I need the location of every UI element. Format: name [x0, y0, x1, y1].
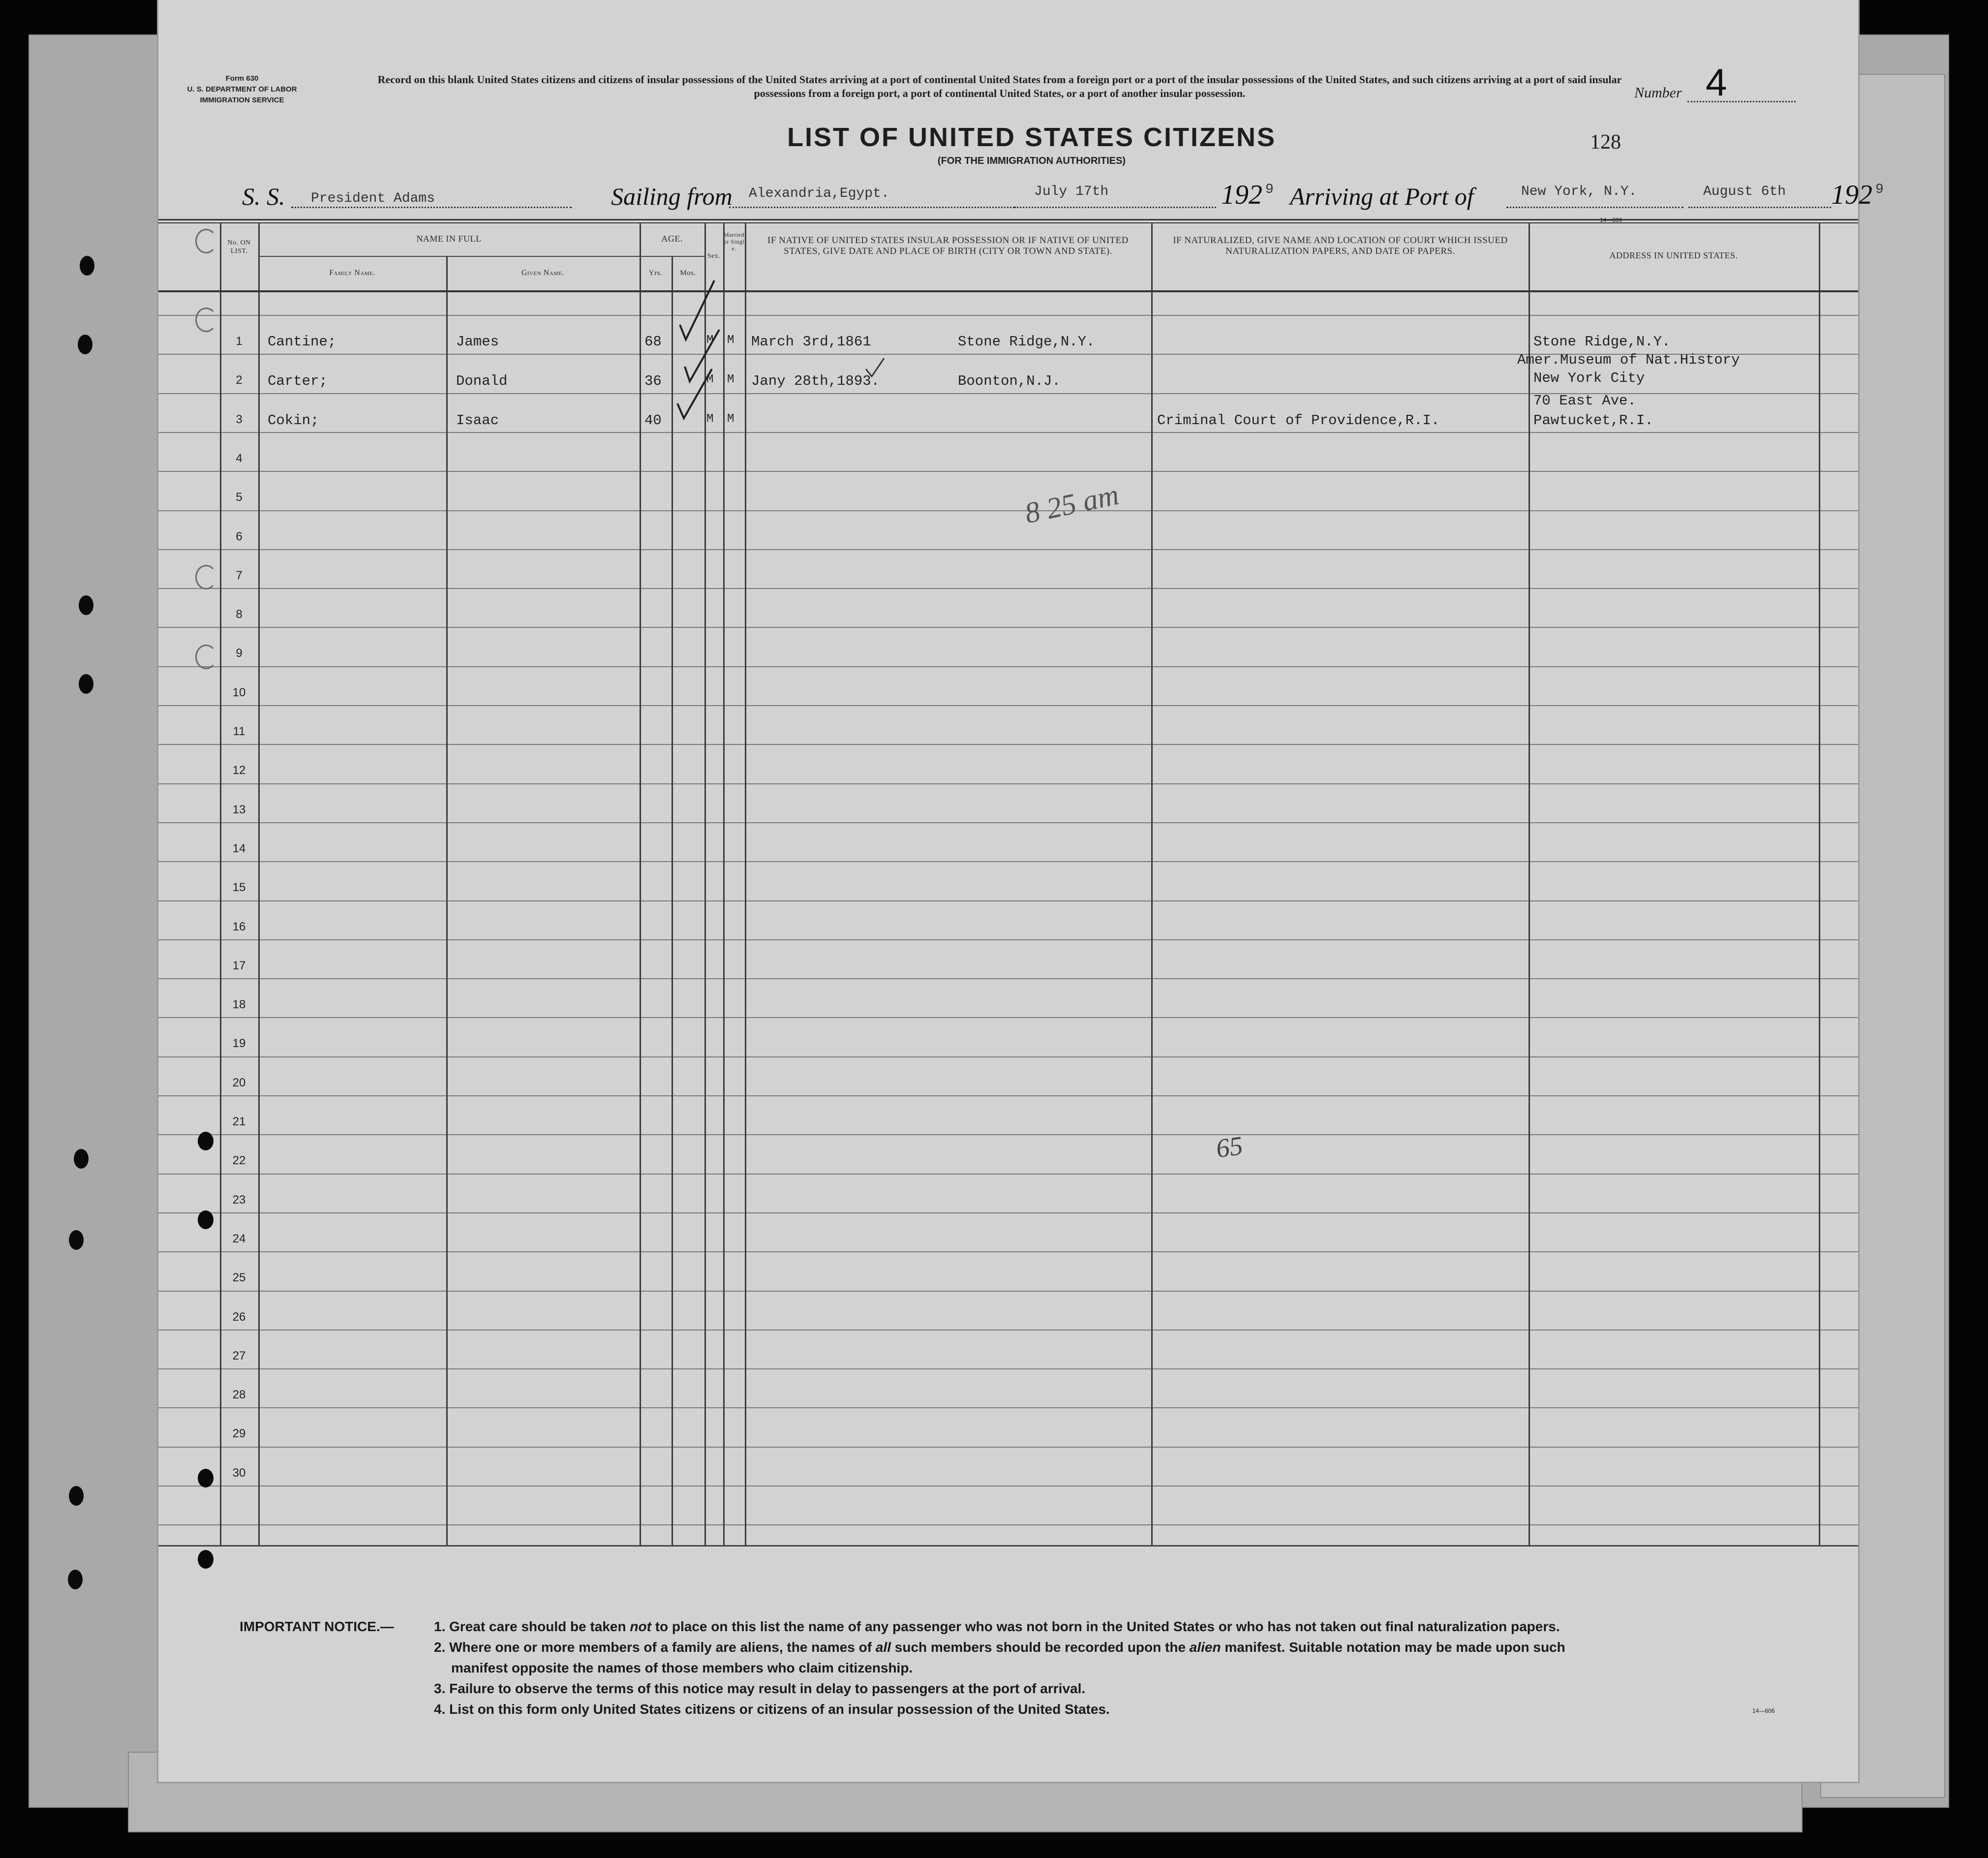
sex: M — [706, 373, 714, 386]
birth-date: March 3rd,1861 — [751, 334, 871, 350]
column-divider — [640, 222, 641, 1546]
page-subtitle: (FOR THE IMMIGRATION AUTHORITIES) — [937, 155, 1126, 166]
number-underline — [1687, 101, 1796, 102]
row-number: 20 — [232, 1076, 246, 1089]
notice-item-3: 3. Failure to observe the terms of this notice may result in delay to passengers at the port of arrival. — [434, 1681, 1086, 1696]
family-name: Cantine; — [268, 334, 336, 350]
time-annotation: 8 25 am — [1022, 478, 1122, 530]
sex: M — [706, 334, 714, 347]
row-number: 22 — [232, 1154, 246, 1168]
arrive-underline — [1688, 207, 1831, 208]
row-number: 15 — [232, 881, 246, 895]
row-rule — [158, 1251, 1858, 1252]
form-instructions: Record on this blank United States citizens and citizens of insular possessions of the United States arriving at a port of continental United States from a foreign port or a port of the insular possessions of the United States, and such citizens arriving at a port of said insular possessions from a foreign port, a port of continental United States, or a port of another insular possession. — [377, 73, 1622, 99]
column-divider — [672, 256, 673, 1545]
row-number: 29 — [232, 1427, 246, 1441]
header-no-on-list: No. ON LIST. — [227, 239, 251, 255]
table-bottom-border — [158, 1545, 1858, 1547]
row-number: 16 — [232, 920, 246, 933]
age-years: 40 — [644, 412, 662, 429]
row-number: 3 — [236, 412, 243, 426]
row-rule — [158, 549, 1858, 550]
row-number: 14 — [232, 841, 246, 855]
row-number: 17 — [232, 959, 246, 972]
year-prefix-2: 192 — [1831, 180, 1872, 210]
birth-place: Boonton,N.J. — [958, 373, 1061, 389]
row-number: 7 — [236, 568, 243, 582]
row-rule — [158, 432, 1858, 433]
row-number: 25 — [232, 1271, 246, 1285]
arrival-port: New York, N.Y. — [1521, 184, 1637, 199]
row-rule — [158, 627, 1858, 628]
header-age-yrs: Yrs. — [648, 269, 663, 277]
row-rule — [158, 939, 1858, 940]
ship-underline — [291, 207, 572, 208]
origin-underline — [729, 207, 1014, 208]
column-divider — [220, 222, 221, 1546]
row-number: 4 — [236, 451, 243, 465]
ss-label: S. S. — [242, 183, 285, 210]
binding-hole — [68, 1570, 83, 1589]
row-number: 19 — [232, 1037, 246, 1051]
origin-port: Alexandria,Egypt. — [749, 186, 889, 201]
notice-item-4: 4. List on this form only United States citizens or citizens of an insular possession of the United States. — [434, 1702, 1110, 1717]
column-divider — [258, 222, 260, 1546]
family-name: Cokin; — [268, 412, 319, 429]
service-name: IMMIGRATION SERVICE — [200, 96, 284, 104]
department-name: U. S. DEPARTMENT OF LABOR — [187, 85, 297, 93]
row-rule — [158, 783, 1858, 784]
row-rule — [158, 315, 1858, 316]
row-number: 23 — [232, 1193, 246, 1207]
address-line-1: Stone Ridge,N.Y. — [1533, 334, 1671, 350]
binding-ring — [195, 645, 217, 669]
row-rule — [158, 1095, 1858, 1096]
header-age: AGE. — [661, 234, 683, 244]
notice-item-1: 1. Great care should be taken not to place on this list the name of any passenger who was not born in the United States or who has not taken out final naturalization papers. — [434, 1619, 1560, 1634]
row-rule — [158, 1407, 1858, 1408]
row-number: 26 — [232, 1310, 246, 1324]
row-rule — [158, 1174, 1858, 1175]
check-marks — [670, 266, 749, 433]
column-divider — [1819, 222, 1820, 1546]
age-years: 68 — [644, 334, 662, 350]
header-married-single: Married or Single. — [723, 231, 745, 252]
row-rule — [158, 1291, 1858, 1292]
column-divider — [1151, 222, 1153, 1546]
depart-date: July 17th — [1034, 184, 1109, 199]
row-rule — [158, 861, 1858, 862]
row-rule — [158, 705, 1858, 706]
row-rule — [158, 1447, 1858, 1448]
header-naturalized: IF NATURALIZED, GIVE NAME AND LOCATION OF COURT WHICH ISSUED NATURALIZATION PAPERS, AND DATE OF PAPERS. — [1173, 235, 1508, 256]
form-number: Form 630 — [225, 74, 259, 83]
row-number: 6 — [236, 529, 243, 543]
address-line-2: Pawtucket,R.I. — [1533, 412, 1653, 429]
given-name: Donald — [456, 373, 508, 389]
birth-date: Jany 28th,1893. — [751, 373, 880, 389]
footer-mark: 14—606 — [1752, 1707, 1775, 1714]
manifest-sheet — [158, 0, 1884, 1782]
check-mark — [862, 354, 891, 384]
arrive-date: August 6th — [1703, 184, 1786, 199]
given-name: James — [456, 334, 499, 350]
row-number: 24 — [232, 1232, 246, 1245]
row-rule — [158, 744, 1858, 745]
row-rule — [158, 1056, 1858, 1057]
row-rule — [158, 978, 1858, 979]
binding-ring — [195, 565, 217, 589]
header-sex: Sex. — [707, 252, 721, 260]
sailing-label: Sailing from — [611, 183, 733, 210]
age-years: 36 — [644, 373, 662, 389]
notice-item-2: 2. Where one or more members of a family are aliens, the names of all such members should be recorded upon the alien manifest. Suitable notation may be made upon such — [434, 1640, 1565, 1655]
subheader-divider — [258, 256, 704, 257]
birth-place: Stone Ridge,N.Y. — [958, 334, 1095, 350]
row-number: 5 — [236, 491, 243, 504]
sex: M — [706, 412, 714, 426]
given-name: Isaac — [456, 412, 499, 429]
marital-status: M — [727, 373, 734, 386]
row-number: 13 — [232, 803, 246, 816]
row-number: 30 — [232, 1466, 246, 1480]
row-rule — [158, 1524, 1858, 1525]
row-number: 27 — [232, 1349, 246, 1363]
row-number: 10 — [232, 685, 246, 699]
arrival-port-underline — [1506, 207, 1683, 208]
row-rule — [158, 588, 1858, 589]
binding-hole — [69, 1230, 84, 1250]
notice-heading: IMPORTANT NOTICE.— — [240, 1619, 394, 1634]
row-rule — [158, 1017, 1858, 1018]
row-rule — [158, 510, 1858, 511]
binding-hole — [74, 1149, 89, 1169]
notice-item-2-continued: manifest opposite the names of those members who claim citizenship. — [451, 1660, 913, 1675]
header-name-in-full: NAME IN FULL — [416, 234, 482, 244]
binding-hole — [79, 674, 93, 694]
address-line-1: Amer.Museum of Nat.History — [1517, 352, 1740, 368]
row-rule — [158, 1134, 1858, 1135]
number-value: 4 — [1706, 61, 1727, 104]
binding-hole — [69, 1486, 84, 1506]
header-native-birth: IF NATIVE OF UNITED STATES INSULAR POSSESSION OR IF NATIVE OF UNITED STATES, GIVE DATE AND PLACE OF BIRTH (CITY OR TOWN AND STATE). — [767, 235, 1129, 256]
year-digit-1: 9 — [1265, 182, 1274, 197]
binding-hole — [198, 1469, 214, 1487]
address-line-2: New York City — [1533, 370, 1645, 386]
header-bottom-border — [158, 290, 1858, 292]
year-digit-2: 9 — [1875, 182, 1884, 197]
header-family-name: Family Name. — [329, 269, 375, 277]
binding-hole — [198, 1550, 214, 1569]
row-rule — [158, 666, 1858, 667]
row-rule — [158, 1330, 1858, 1331]
circled-number: 65 — [1214, 1130, 1245, 1164]
row-number: 18 — [232, 998, 246, 1012]
family-name: Carter; — [268, 373, 328, 389]
row-number: 12 — [232, 764, 246, 777]
row-number: 2 — [236, 373, 243, 387]
row-number: 11 — [233, 725, 245, 738]
page-stamp: 128 — [1590, 131, 1621, 154]
binding-ring — [195, 308, 217, 332]
row-number: 1 — [236, 335, 243, 348]
binding-hole — [79, 595, 93, 615]
header-address: ADDRESS IN UNITED STATES. — [1609, 250, 1738, 260]
printing-mark: 14—606 — [1600, 217, 1622, 223]
marital-status: M — [727, 412, 734, 426]
row-rule — [158, 822, 1858, 823]
column-divider — [446, 256, 448, 1545]
binding-hole — [198, 1210, 214, 1229]
address-line-1: 70 East Ave. — [1533, 393, 1636, 409]
marital-status: M — [727, 334, 734, 347]
row-rule — [158, 471, 1858, 472]
binding-ring — [195, 229, 217, 253]
ship-name: President Adams — [311, 191, 435, 206]
row-number: 21 — [232, 1115, 246, 1128]
column-divider — [1529, 222, 1530, 1546]
row-rule — [158, 1212, 1858, 1213]
binding-hole — [198, 1132, 214, 1150]
binding-hole — [78, 335, 92, 354]
year-prefix-1: 192 — [1221, 180, 1262, 210]
arriving-label: Arriving at Port of — [1290, 183, 1474, 210]
page-title: LIST OF UNITED STATES CITIZENS — [787, 123, 1276, 152]
row-rule — [158, 900, 1858, 901]
row-number: 8 — [236, 608, 243, 621]
header-given-name: Given Name. — [521, 269, 565, 277]
depart-underline — [1014, 207, 1216, 208]
row-number: 9 — [236, 647, 243, 660]
naturalization-court: Criminal Court of Providence,R.I. — [1157, 412, 1440, 429]
header-age-mos: Mos. — [680, 269, 696, 277]
row-rule — [158, 1368, 1858, 1369]
number-label: Number — [1634, 85, 1682, 101]
row-number: 28 — [232, 1388, 246, 1402]
binding-hole — [80, 256, 94, 276]
